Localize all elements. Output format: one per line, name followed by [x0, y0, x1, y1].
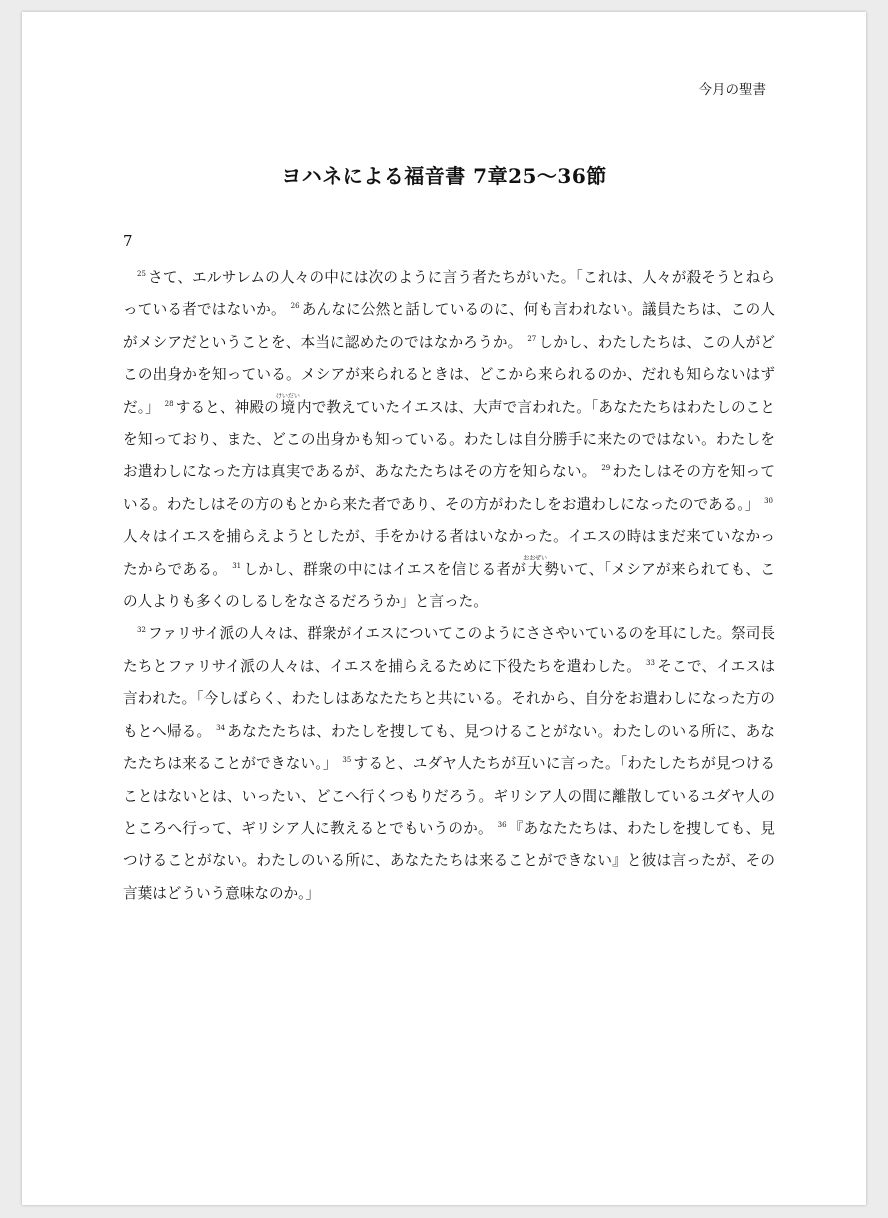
verse-text-post: 勢いて、「メシアが来られても、この人よりも多くのしるしをなさるだろうか」と言った。: [123, 560, 776, 611]
page-title: ヨハネによる福音書 7章25〜36節: [281, 164, 607, 188]
verse-text: 人々はイエスを捕らえようとしたが、手をかける者はいなかった。イエスの時はまだ来ていなかったからである。: [123, 528, 775, 578]
verse-number: 25: [137, 270, 146, 278]
verse-text: ファリサイ派の人々は、群衆がイエスについてこのようにささやいているのを耳にした。祭司長たちとファリサイ派の人々は、イエスを捕らえるために下役たちを遣わした。: [123, 625, 775, 675]
ruby-reading: おおぜい: [523, 554, 548, 562]
paragraph-1: [123, 262, 775, 618]
verse-text: あんなに公然と話しているのに、何も言われない。議員たちは、この人がメシアだということを、本当に認めたのではなかろうか。: [123, 301, 775, 351]
verse-number: 31: [232, 561, 242, 570]
verse-text-pre: しかし、群衆の中にはイエスを信じる者が: [243, 560, 527, 578]
scripture-body: [123, 262, 775, 910]
ruby-base: 大: [523, 560, 548, 578]
verse-text-post: 内で教えていたイエスは、大声で言われた。「あなたたちはわたしのことを知っており、また、どこの出身かも知っている。わたしは自分勝手に来たのではない。わたしをお遣わしになった方は真実であるが、あなたたちはその方を知らない。: [123, 398, 775, 481]
verse-number: 36: [497, 820, 507, 829]
verse-number: 26: [290, 302, 300, 311]
verse-number: 27: [527, 334, 537, 343]
verse-number: 28: [164, 399, 174, 408]
verse-text-pre: すると、神殿の: [175, 398, 279, 416]
ruby-base: 境: [275, 398, 300, 416]
verse-text: 『あなたたちは、わたしを捜しても、見つけることがない。わたしのいる所に、あなたたちは来ることができない』と彼は言ったが、その言葉はどういう意味なのか。」: [123, 819, 775, 902]
document-page: [22, 12, 866, 1205]
ruby-reading: けいだい: [275, 392, 300, 400]
verse-text: そこで、イエスは言われた。「今しばらく、わたしはあなたたちと共にいる。それから、自分をお遣わしになった方のもとへ帰る。: [123, 657, 776, 740]
verse-text: あなたたちは、わたしを捜しても、見つけることがない。わたしのいる所に、あなたたちは来ることができない。」: [123, 722, 775, 773]
furigana-ruby: [523, 554, 548, 578]
furigana-ruby: [275, 392, 300, 416]
verse-number: 30: [764, 496, 773, 505]
verse-text: わたしはその方を知っている。わたしはその方のもとから来た者であり、その方がわたしをお遣わしになったのである。」: [123, 463, 775, 513]
verse-text: しかし、わたしたちは、この人がどこの出身かを知っている。メシアが来られるときは、どこから来られるのか、だれも知らないはずだ。」: [123, 333, 775, 416]
verse-number: 34: [216, 723, 226, 732]
verse-text: さて、エルサレムの人々の中には次のように言う者たちがいた。「これは、人々が殺そうとねらっている者ではないか。: [123, 269, 775, 319]
verse-number: 35: [342, 756, 352, 765]
verse-number: 32: [137, 626, 146, 635]
verse-number: 29: [601, 464, 611, 473]
verse-number: 33: [646, 658, 655, 667]
chapter-number: 7: [123, 232, 133, 250]
verse-text: すると、ユダヤ人たちが互いに言った。「わたしたちが見つけることはないとは、いったい、どこへ行くつもりだろう。ギリシア人の間に離散しているユダヤ人のところへ行って、ギリシア人に教えるとでもいうのか。: [123, 755, 776, 837]
paragraph-2: [123, 618, 775, 910]
running-header: 今月の聖書: [698, 82, 766, 98]
